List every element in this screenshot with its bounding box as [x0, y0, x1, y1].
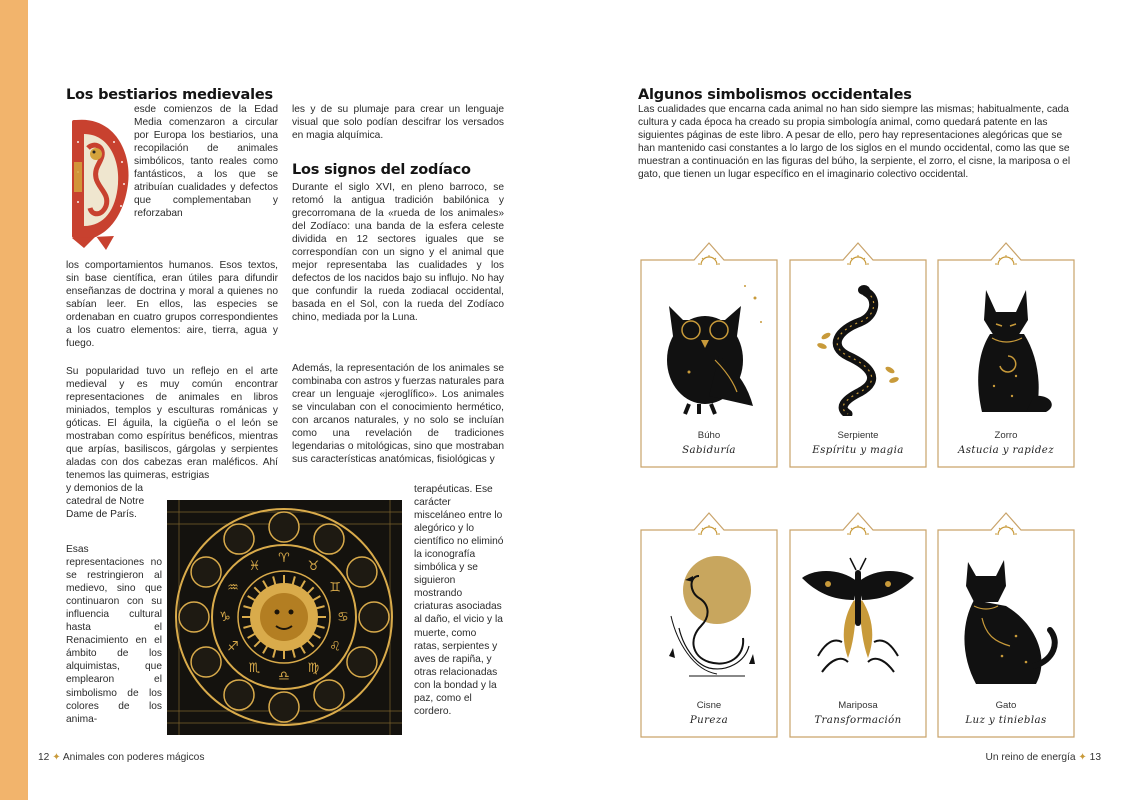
- paragraph-bestiarios-intro: esde comienzos de la Edad Media comenzaron a circular por Europa los bestiarios, una recopilación de animales simbólicos, tanto reales como fantásticos, a los que se atribuían cualidades y defectos que complementaban y reforzaban: [134, 104, 278, 220]
- footer-right: [986, 752, 1101, 763]
- svg-text:♎: ♎: [278, 669, 290, 684]
- card-zorro: [937, 240, 1075, 468]
- card-cisne: [640, 510, 778, 738]
- svg-text:♒: ♒: [227, 580, 239, 596]
- cat-icon: [946, 546, 1066, 686]
- card-mariposa: [789, 510, 927, 738]
- card-name: Mariposa: [838, 700, 878, 711]
- svg-text:♋: ♋: [337, 610, 349, 625]
- footer-left: [38, 752, 204, 763]
- card-meaning: Sabiduría: [682, 445, 736, 456]
- card-meaning: Pureza: [689, 715, 729, 726]
- paragraph-representaciones: Esas representaciones no se restringieron al medievo, sino que continuaron con su influencia cultural hasta el Renacimiento en el ámbito de los alquimistas, que emplearon el simbolismo de los colores de los anima-: [66, 544, 162, 725]
- footer-title-left: Animales con poderes mágicos: [62, 752, 205, 763]
- svg-text:♌: ♌: [329, 639, 341, 655]
- sun-icon: [697, 254, 721, 266]
- zodiac-wheel-illustration: [167, 500, 402, 735]
- snake-icon: [798, 276, 918, 416]
- svg-text:♐: ♐: [227, 639, 239, 655]
- page-edge-strip: [0, 0, 28, 800]
- paragraph-jeroglifico: Además, la representación de los animales se combinaba con astros y fuerzas naturales para crear un lenguaje «jeroglífico». Los animales se vinculaban con el conocimiento hermético, con arcanos naturales, y no solo se incluían como una revelación de tradiciones legendarias o mitológicas, sino que mostraban sus características anatómicas, fisiológicas y: [292, 363, 504, 466]
- svg-text:♊: ♊: [329, 580, 341, 596]
- card-gato: [937, 510, 1075, 738]
- star-icon: ✦: [52, 752, 61, 763]
- paragraph-simbolismos-intro: Las cualidades que encarna cada animal no han sido siempre las mismas; habitualmente, cada cultura y cada época ha creado su propia simbología animal, como quedará patente en las siguientes páginas de este libro. A pesar de ello, pero hay representaciones alegóricas que se han mantenido casi constantes a lo largo de los siglos en el mundo occidental, como las que se muestran a continuación en las figuras del búho, la serpiente, el zorro, el cisne, la mariposa o el gato, que tienen un lugar específico en el imaginario colectivo occidental.: [638, 104, 1071, 181]
- dropcap-dragon-icon: [66, 112, 132, 252]
- paragraph-notre-dame: y demonios de la catedral de Notre Dame de París.: [66, 483, 145, 521]
- page-number-left: 12: [38, 752, 50, 763]
- page-number-right: 13: [1089, 752, 1101, 763]
- heading-zodiaco: Los signos del zodíaco: [292, 162, 471, 178]
- paragraph-popularidad: Su popularidad tuvo un reflejo en el arte medieval y es muy común encontrar representaciones de animales en libros miniados, templos y esculturas románicas y góticas. El águila, la cigüeña o el león se mostraban como espíritus benéficos, mientras que arpías, basiliscos, gárgolas y serpientes aladas con dos cabezas eran maléficos. Ahí tenemos las quimeras, estrigias: [66, 366, 278, 482]
- heading-simbolismos: Algunos simbolismos occidentales: [638, 87, 912, 103]
- sun-icon: [697, 524, 721, 536]
- owl-icon: [649, 276, 769, 416]
- paragraph-terapeuticas: terapéuticas. Ese carácter misceláneo entre lo alegórico y lo científico no eliminó la iconografía simbólica y se siguieron mostrando criaturas asociadas al daño, el vicio y la muerte, como ratas, serpientes y aves de rapiña, y otras relacionadas con la bondad y la paz, como el cordero.: [414, 484, 504, 717]
- card-name: Búho: [697, 430, 721, 441]
- star-icon: ✦: [1078, 752, 1087, 763]
- card-buho: [640, 240, 778, 468]
- paragraph-plumaje: les y de su plumaje para crear un lenguaje visual que solo podían descifrar los versados en magia alquímica.: [292, 104, 504, 142]
- sun-icon: [846, 254, 870, 266]
- card-name: Serpiente: [837, 430, 879, 441]
- card-meaning: Astucia y rapidez: [958, 445, 1054, 456]
- moth-icon: [798, 546, 918, 686]
- card-name: Cisne: [696, 700, 722, 711]
- card-meaning: Espíritu y magia: [812, 445, 904, 456]
- swan-icon: [649, 546, 769, 686]
- svg-text:♑: ♑: [219, 610, 231, 625]
- svg-text:♍: ♍: [307, 661, 320, 677]
- card-name: Gato: [995, 700, 1017, 711]
- paragraph-bestiarios-body: los comportamientos humanos. Esos textos, sin base científica, eran útiles para difundir enseñanzas de doctrina y moral a quienes no sabían leer. En ellos, las especies se ordenaban en cuatro grupos correspondientes a los cuatro elementos: aire, tierra, agua y fuego.: [66, 260, 278, 350]
- card-serpiente: [789, 240, 927, 468]
- footer-title-right: Un reino de energía: [985, 752, 1076, 763]
- card-meaning: Transformación: [814, 715, 902, 726]
- sun-icon: [994, 524, 1018, 536]
- sun-icon: [994, 254, 1018, 266]
- heading-bestiarios: Los bestiarios medievales: [66, 87, 273, 103]
- card-meaning: Luz y tinieblas: [965, 715, 1047, 726]
- svg-text:♏: ♏: [248, 661, 261, 677]
- svg-text:♓: ♓: [248, 558, 261, 574]
- fox-icon: [946, 276, 1066, 416]
- svg-text:♉: ♉: [307, 558, 320, 574]
- card-name: Zorro: [994, 430, 1018, 441]
- sun-icon: [846, 524, 870, 536]
- svg-text:♈: ♈: [278, 551, 290, 566]
- paragraph-zodiaco: Durante el siglo XVI, en pleno barroco, se retomó la antigua tradición babilónica y grecorromana de la «rueda de los animales» del Zodíaco: una banda de la esfera celeste dividida en 12 sectores iguales que se correspondían con un signo y el animal que mejor representaba las cualidades y los defectos de los nacidos bajo su influjo. No hay que confundir la rueda zodiacal occidental, basada en el Sol, con la rueda del Zodíaco chino, mediada por la Luna.: [292, 182, 504, 324]
